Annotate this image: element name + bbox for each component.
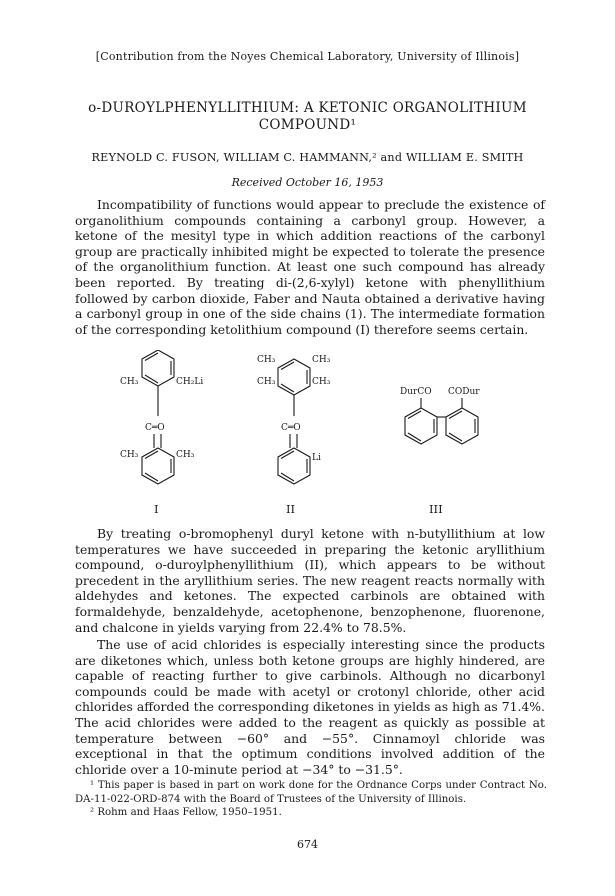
body-paragraph-3: The use of acid chlorides is especially interesting since the products are diketones which, unless both ketone groups are highly hindered, are capable of reacting further to give carbinols. Although no dicarbonyl compounds could be made with acetyl or crotonyl chloride, other acid chlorides afforded the corresponding diketones in yields as high as 71.4%. The acid chlorides were added to the reagent as quickly as possible at temperature between −60° and −55°. Cinnamoyl chloride was exceptional in that the optimum conditions involved addition of the chloride over a 10-minute period at −34° to −31.5°. bbox=[75, 637, 545, 777]
struct-ii-lower-right-group: CH₃ bbox=[312, 377, 331, 387]
contribution-header: [Contribution from the Noyes Chemical Laboratory, University of Illinois] bbox=[95, 50, 520, 63]
struct-ii-upper-left-group: CH₃ bbox=[257, 355, 276, 365]
benzene-ring-icon bbox=[278, 359, 310, 395]
benzene-ring-icon bbox=[142, 448, 174, 484]
benzene-ring-icon bbox=[142, 350, 174, 386]
footnote-1: ¹ This paper is based in part on work done for the Ordnance Corps under Contract No. DA-11-022-ORD-874 with the Board of Trustees of the University of Illinois. bbox=[75, 780, 547, 805]
struct-i-top-right-group: CH₂Li bbox=[176, 377, 204, 387]
struct-ii-lower-left-group: CH₃ bbox=[257, 377, 276, 387]
struct-iii-label: III bbox=[429, 502, 443, 516]
body-paragraph-1: Incompatibility of functions would appear to preclude the existence of organolithium compounds containing a carbonyl group. However, a ketone of the mesityl type in which addition reactions of the carbonyl group are practically inhibited might be expected to tolerate the presence of the organolithium function. At least one such compound has already been reported. By treating di-(2,6-xylyl) ketone with phenyllithium followed by carbon dioxide, Faber and Nauta obtained a derivative having a carbonyl group in one of the side chains (1). The intermediate formation of the corresponding ketolithium compound (I) therefore seems certain. bbox=[75, 197, 545, 337]
struct-ii-label: II bbox=[286, 502, 296, 516]
page-number: 674 bbox=[297, 838, 318, 851]
struct-ii-upper-right-group: CH₃ bbox=[312, 355, 331, 365]
struct-i-bottom-right-group: CH₃ bbox=[176, 450, 195, 460]
benzene-ring-icon bbox=[446, 408, 478, 444]
received-date: Received October 16, 1953 bbox=[231, 176, 384, 189]
paper-title: o-DUROYLPHENYLLITHIUM: A KETONIC ORGANOLITHIUM COMPOUND¹ bbox=[88, 100, 527, 133]
author-line: REYNOLD C. FUSON, WILLIAM C. HAMMANN,² and WILLIAM E. SMITH bbox=[91, 151, 524, 164]
struct-i-top-left-group: CH₃ bbox=[120, 377, 139, 387]
struct-ii-lithium: Li bbox=[312, 453, 321, 463]
body-paragraph-2: By treating o-bromophenyl duryl ketone with n-butyllithium at low temperatures we have succeeded in preparing the ketonic aryllithium compound, o-duroylphenyllithium (II), which appears to be without precedent in the aryllithium series. The new reagent reacts normally with aldehydes and ketones. The expected carbinols are obtained with formaldehyde, benzaldehyde, acetophenone, benzophenone, fluorenone, and chalcone in yields varying from 22.4% to 78.5%. bbox=[75, 526, 545, 635]
struct-i-bottom-left-group: CH₃ bbox=[120, 450, 139, 460]
struct-ii-carbonyl: C═O bbox=[281, 423, 301, 433]
footnote-2: ² Rohm and Haas Fellow, 1950–1951. bbox=[90, 807, 282, 818]
struct-i-label: I bbox=[154, 502, 159, 516]
structural-formulas bbox=[0, 350, 615, 520]
struct-iii-right-group: CODur bbox=[448, 387, 480, 397]
struct-iii-left-group: DurCO bbox=[400, 387, 432, 397]
benzene-ring-icon bbox=[405, 408, 437, 444]
benzene-ring-icon bbox=[278, 448, 310, 484]
struct-i-carbonyl: C═O bbox=[145, 423, 165, 433]
